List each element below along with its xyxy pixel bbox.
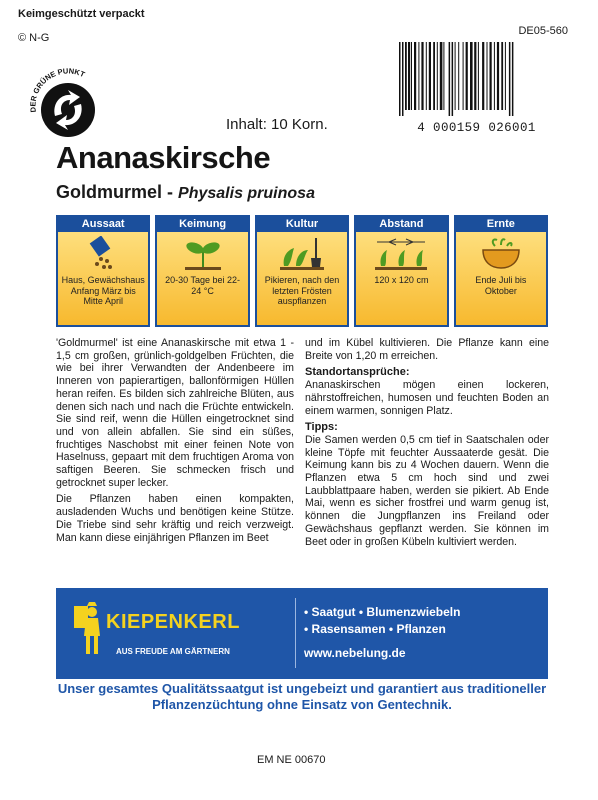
barcode [395,42,558,135]
seed-packet-icon [71,236,135,270]
tips-heading: Tipps: [305,421,338,434]
barcode-bar [443,42,444,110]
card-heading: Aussaat [58,217,148,232]
culture-info-cards [56,215,548,327]
barcode-bar [509,42,511,116]
seedling-icon [171,236,235,270]
latin-name: Physalis pruinosa [178,185,315,202]
barcode-number: 4 000159 026001 [417,121,536,135]
card-abstand [354,215,448,327]
barcode-bar [487,42,488,110]
barcode-bar [414,42,416,110]
barcode-bar [505,42,506,110]
card-text: 20-30 Tage bei 22-24 °C [165,275,241,296]
footer-code: EM NE 00670 [257,754,326,766]
barcode-bar [458,42,459,110]
copyright: © N-G [18,32,50,44]
product-title: Ananaskirsche [56,140,271,175]
card-aussaat [56,215,150,327]
description-continuation: und im Kübel kultivieren. Die Pflanze kann eine Breite von 1,20 m erreichen. [305,337,549,362]
barcode-bar [474,42,476,110]
barcode-bar [466,42,468,110]
description-paragraph: Die Pflanzen haben einen kompakten, ausladenden Wuchs und benötigen keine Stütze. Die Triebe sind sehr kräftig und reich verzweigt. Man kann diese einjährigen Pflanzen im Beet [56,493,294,544]
card-heading: Ernte [456,217,546,232]
card-text: 120 x 120 cm [374,275,429,285]
product-range-line: • Saatgut • Blumenzwiebeln [304,605,461,619]
spacing-icon [369,236,433,270]
barcode-bar [497,42,499,110]
card-heading: Kultur [257,217,347,232]
barcode-bar [455,42,456,110]
barcode-bar [411,42,412,110]
description-left-column [56,337,294,548]
brand-name: KIEPENKERL [106,611,240,633]
barcode-bar [490,42,492,110]
gruener-punkt-logo [22,60,114,152]
harvest-bowl-icon [469,236,533,270]
barcode-bar [470,42,473,110]
barcode-bar [402,42,404,116]
barcode-bar [494,42,495,110]
barcode-bar [426,42,427,110]
product-range-line: • Rasensamen • Pflanzen [304,622,446,636]
banner-divider [295,598,296,668]
barcode-bar [501,42,503,110]
barcode-bar [399,42,401,116]
barcode-bar [512,42,514,116]
product-subtitle [56,182,315,203]
card-keimung [155,215,249,327]
variety-name: Goldmurmel - [56,182,174,202]
barcode-bar [429,42,431,110]
card-text: Haus, Gewächshaus Anfang März bis Mitte April [61,275,145,306]
description-right-column [305,337,549,552]
barcode-bar [478,42,479,110]
card-heading: Keimung [157,217,247,232]
barcode-bar [418,42,419,110]
kiepenkerl-figure-icon [70,600,104,656]
website-link[interactable]: www.nebelung.de [304,646,406,660]
barcode-bar [440,42,443,110]
card-heading: Abstand [356,217,446,232]
barcode-bar [449,42,451,116]
content-amount: Inhalt: 10 Korn. [226,116,328,133]
location-heading: Standortansprüche: [305,366,410,379]
spade-plant-icon [270,236,334,270]
barcode-bar [433,42,435,110]
packaging-note: Keimgeschützt verpackt [18,8,145,20]
card-kultur [255,215,349,327]
gruener-punkt-text: DER GRÜNE PUNKT [28,66,87,113]
barcode-bar [437,42,438,110]
barcode-bar [452,42,454,116]
brand-banner [56,588,548,679]
brand-tagline: AUS FREUDE AM GÄRTNERN [116,647,230,656]
card-text: Pikieren, nach den letzten Frösten auspflanzen [264,275,340,306]
barcode-bar [408,42,410,110]
tips-text: Die Samen werden 0,5 cm tief in Saatschalen oder kleine Töpfe mit feuchter Aussaaterde gesät. Die Keimung kann bis zu 4 Wochen dauern. Wenn die Pflanzen etwa 5 cm hoch sind und zwei Laubblattpaare haben, werden sie pikiert. Ab Ende Mai, wenn es sicher frostfrei und warm genug ist, können die Jungpflanzen ins Freiland oder Gewächshaus gepflanzt werden. Sie können im Beet oder in großen Kübeln kultiviert werden. [305,433,549,548]
article-code: DE05-560 [518,25,568,37]
barcode-bar [482,42,484,110]
location-text: Ananaskirschen mögen einen lockeren, nährstoffreichen, humosen und feuchten Boden an einem warmen, sonnigen Platz. [305,379,549,417]
barcode-bar [463,42,464,110]
card-text: Ende Juli bis Oktober [475,275,527,296]
quality-note: Unser gesamtes Qualitätssaatgut ist ungebeizt und garantiert aus traditioneller Pflanzenzüchtung ohne Einsatz von Gentechnik. [57,681,547,712]
barcode-bar [405,42,407,110]
card-ernte [454,215,548,327]
barcode-bars [395,42,558,116]
product-range-list [304,604,460,638]
description-paragraph: 'Goldmurmel' ist eine Ananaskirsche mit etwa 1 - 1,5 cm großen, grünlich-goldgelben Früchten, die wie bei ihrer Verwandten der Andenbeere im Inneren von papierartigen, ballonförmigen Hüllen heran reifen. Es bilden sich zahlreiche Blüten, aus denen sich nach und nach die Früchte entwickeln. Sie sind reif, wenn die Hüllen eingetrocknet sind und von allein abfallen. Sie sind ein süßes, fruchtiges Naschobst mit einer feinen Note von Haselnuss, gepaart mit dem fruchtigen Aroma von saftigen Beeren. Sie schmecken frisch und getrocknet super lecker. [56,337,294,489]
barcode-bar [421,42,423,110]
